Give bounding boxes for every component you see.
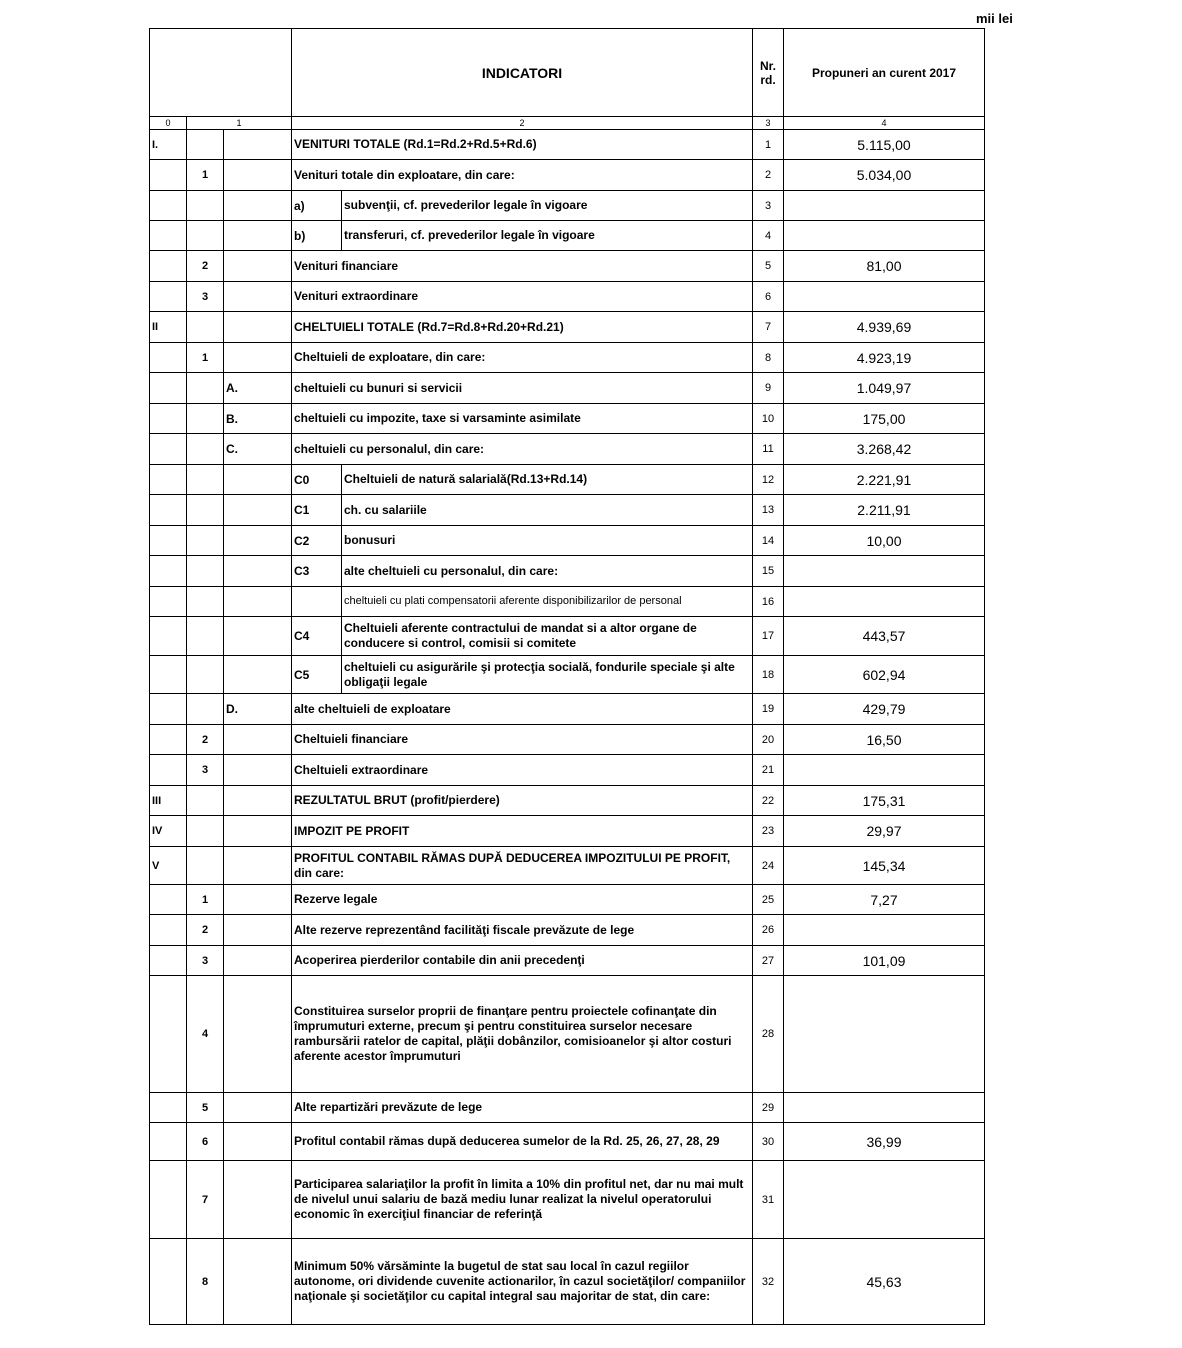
row-number-cell: 22: [753, 786, 784, 816]
indicator-text: VENITURI TOTALE (Rd.1=Rd.2+Rd.5+Rd.6): [292, 130, 753, 160]
table-row: [150, 725, 985, 755]
letter-cell: [224, 1123, 292, 1161]
row-number-cell: 18: [753, 656, 784, 694]
header-propuneri: Propuneri an curent 2017: [784, 29, 985, 117]
roman-cell: [150, 434, 187, 465]
letter-cell: [224, 786, 292, 816]
sub-index-cell: [187, 786, 224, 816]
roman-cell: I.: [150, 130, 187, 160]
value-cell: [784, 1093, 985, 1123]
value-cell: [784, 1161, 985, 1239]
table-row: [150, 556, 985, 587]
table-row: [150, 1123, 985, 1161]
roman-cell: [150, 915, 187, 946]
table-row: [150, 847, 985, 885]
letter-cell: [224, 1093, 292, 1123]
sub-index-cell: 3: [187, 946, 224, 976]
letter-cell: [224, 130, 292, 160]
table-row: [150, 946, 985, 976]
table-row: [150, 786, 985, 816]
table-row: [150, 373, 985, 404]
row-number-cell: 8: [753, 343, 784, 373]
letter-cell: B.: [224, 404, 292, 434]
roman-cell: [150, 617, 187, 656]
header-blank-cell: [150, 29, 292, 117]
code-cell: C2: [292, 526, 342, 556]
table-row: [150, 221, 985, 251]
header-row: [150, 29, 985, 117]
index-cell: 2: [292, 117, 753, 130]
code-cell: C1: [292, 495, 342, 526]
sub-index-cell: [187, 694, 224, 725]
value-cell: 145,34: [784, 847, 985, 885]
value-cell: [784, 556, 985, 587]
sub-index-cell: 2: [187, 915, 224, 946]
indicator-text: alte cheltuieli de exploatare: [292, 694, 753, 725]
value-cell: [784, 282, 985, 312]
table-row: [150, 404, 985, 434]
letter-cell: C.: [224, 434, 292, 465]
indicator-text: bonusuri: [342, 526, 753, 556]
sub-index-cell: [187, 312, 224, 343]
value-cell: 7,27: [784, 885, 985, 915]
code-cell: a): [292, 191, 342, 221]
row-number-cell: 2: [753, 160, 784, 191]
row-number-cell: 5: [753, 251, 784, 282]
value-cell: [784, 191, 985, 221]
sub-index-cell: 8: [187, 1239, 224, 1325]
row-number-cell: 19: [753, 694, 784, 725]
code-cell: C0: [292, 465, 342, 495]
indicator-text: Cheltuieli de exploatare, din care:: [292, 343, 753, 373]
value-cell: 5.034,00: [784, 160, 985, 191]
letter-cell: [224, 1161, 292, 1239]
roman-cell: [150, 373, 187, 404]
table-row: [150, 282, 985, 312]
table-row: [150, 160, 985, 191]
code-cell: C4: [292, 617, 342, 656]
row-number-cell: 27: [753, 946, 784, 976]
table-row: [150, 1239, 985, 1325]
roman-cell: [150, 1239, 187, 1325]
value-cell: 45,63: [784, 1239, 985, 1325]
row-number-cell: 11: [753, 434, 784, 465]
table-row: [150, 587, 985, 617]
letter-cell: [224, 1239, 292, 1325]
code-cell: C3: [292, 556, 342, 587]
value-cell: 81,00: [784, 251, 985, 282]
sub-index-cell: [187, 847, 224, 885]
indicator-text: cheltuieli cu impozite, taxe si varsaminte asimilate: [292, 404, 753, 434]
sub-index-cell: [187, 617, 224, 656]
table-body: [150, 130, 985, 1325]
index-cell: 3: [753, 117, 784, 130]
roman-cell: [150, 221, 187, 251]
row-number-cell: 21: [753, 755, 784, 786]
indicator-text: Constituirea surselor proprii de finanţare pentru proiectele cofinanţate din împrumuturi externe, precum şi pentru constituirea surselor necesare rambursării ratelor de capital, plăţii dobânzilor, comisioanelor şi altor costuri aferente acestor împrumuturi: [292, 976, 753, 1093]
indicator-text: Venituri totale din exploatare, din care:: [292, 160, 753, 191]
table-row: [150, 617, 985, 656]
value-cell: 4.939,69: [784, 312, 985, 343]
roman-cell: [150, 251, 187, 282]
row-number-cell: 7: [753, 312, 784, 343]
roman-cell: [150, 404, 187, 434]
value-cell: 36,99: [784, 1123, 985, 1161]
roman-cell: II: [150, 312, 187, 343]
table-row: [150, 130, 985, 160]
row-number-cell: 23: [753, 816, 784, 847]
roman-cell: [150, 694, 187, 725]
sub-index-cell: 2: [187, 725, 224, 755]
letter-cell: [224, 755, 292, 786]
row-number-cell: 25: [753, 885, 784, 915]
code-cell: C5: [292, 656, 342, 694]
letter-cell: [224, 556, 292, 587]
value-cell: [784, 976, 985, 1093]
letter-cell: [224, 946, 292, 976]
row-number-cell: 28: [753, 976, 784, 1093]
budget-table: [149, 28, 985, 1325]
roman-cell: [150, 656, 187, 694]
letter-cell: [224, 160, 292, 191]
row-number-cell: 16: [753, 587, 784, 617]
value-cell: 175,00: [784, 404, 985, 434]
roman-cell: [150, 495, 187, 526]
value-cell: 443,57: [784, 617, 985, 656]
row-number-cell: 24: [753, 847, 784, 885]
indicator-text: Profitul contabil rămas după deducerea sumelor de la Rd. 25, 26, 27, 28, 29: [292, 1123, 753, 1161]
row-number-cell: 20: [753, 725, 784, 755]
sub-index-cell: 4: [187, 976, 224, 1093]
indicator-text: Alte rezerve reprezentând facilităţi fiscale prevăzute de lege: [292, 915, 753, 946]
table-row: [150, 191, 985, 221]
indicator-text: Participarea salariaţilor la profit în limita a 10% din profitul net, dar nu mai mult de nivelul unui salariu de bază mediu lunar realizat la nivelul operatorului economic în exerciţiul financiar de referinţă: [292, 1161, 753, 1239]
table-row: [150, 885, 985, 915]
indicator-text: IMPOZIT PE PROFIT: [292, 816, 753, 847]
roman-cell: [150, 160, 187, 191]
letter-cell: [224, 656, 292, 694]
value-cell: 2.211,91: [784, 495, 985, 526]
header-indicatori: INDICATORI: [292, 29, 753, 117]
roman-cell: [150, 587, 187, 617]
letter-cell: [224, 526, 292, 556]
indicator-text: Cheltuieli extraordinare: [292, 755, 753, 786]
roman-cell: [150, 191, 187, 221]
letter-cell: [224, 915, 292, 946]
code-cell: [292, 587, 342, 617]
roman-cell: [150, 885, 187, 915]
indicator-text: REZULTATUL BRUT (profit/pierdere): [292, 786, 753, 816]
table-row: [150, 755, 985, 786]
letter-cell: [224, 847, 292, 885]
letter-cell: [224, 617, 292, 656]
letter-cell: [224, 725, 292, 755]
indicator-text: subvenţii, cf. prevederilor legale în vigoare: [342, 191, 753, 221]
indicator-text: cheltuieli cu bunuri si servicii: [292, 373, 753, 404]
letter-cell: [224, 312, 292, 343]
indicator-text: Cheltuieli de natură salarială(Rd.13+Rd.14): [342, 465, 753, 495]
table-row: [150, 465, 985, 495]
letter-cell: [224, 343, 292, 373]
row-number-cell: 29: [753, 1093, 784, 1123]
indicator-text: ch. cu salariile: [342, 495, 753, 526]
indicator-text: Cheltuieli aferente contractului de mandat si a altor organe de conducere si control, comisii si comitete: [342, 617, 753, 656]
row-number-cell: 3: [753, 191, 784, 221]
row-number-cell: 14: [753, 526, 784, 556]
sub-index-cell: [187, 465, 224, 495]
sub-index-cell: [187, 587, 224, 617]
indicator-text: cheltuieli cu plati compensatorii aferente disponibilizarilor de personal: [342, 587, 753, 617]
letter-cell: [224, 465, 292, 495]
roman-cell: [150, 755, 187, 786]
roman-cell: [150, 1093, 187, 1123]
letter-cell: [224, 282, 292, 312]
indicator-text: transferuri, cf. prevederilor legale în vigoare: [342, 221, 753, 251]
value-cell: 2.221,91: [784, 465, 985, 495]
roman-cell: [150, 282, 187, 312]
index-cell: 1: [187, 117, 292, 130]
value-cell: [784, 755, 985, 786]
value-cell: 3.268,42: [784, 434, 985, 465]
table-row: [150, 816, 985, 847]
indicator-text: alte cheltuieli cu personalul, din care:: [342, 556, 753, 587]
roman-cell: [150, 976, 187, 1093]
sub-index-cell: [187, 526, 224, 556]
row-number-cell: 6: [753, 282, 784, 312]
row-number-cell: 15: [753, 556, 784, 587]
table-row: [150, 656, 985, 694]
sub-index-cell: [187, 556, 224, 587]
indicator-text: cheltuieli cu personalul, din care:: [292, 434, 753, 465]
letter-cell: [224, 587, 292, 617]
indicator-text: Minimum 50% vărsăminte la bugetul de stat sau local în cazul regiilor autonome, ori dividende cuvenite actionarilor, în cazul societăţilor/ companiilor naţionale şi societăţilor cu capital integral sau majoritar de stat, din care:: [292, 1239, 753, 1325]
roman-cell: [150, 556, 187, 587]
row-number-cell: 17: [753, 617, 784, 656]
letter-cell: A.: [224, 373, 292, 404]
value-cell: [784, 587, 985, 617]
table-row: [150, 976, 985, 1093]
value-cell: 5.115,00: [784, 130, 985, 160]
indicator-text: Cheltuieli financiare: [292, 725, 753, 755]
row-number-cell: 31: [753, 1161, 784, 1239]
table-row: [150, 915, 985, 946]
roman-cell: IV: [150, 816, 187, 847]
table-row: [150, 251, 985, 282]
table-row: [150, 343, 985, 373]
sub-index-cell: [187, 495, 224, 526]
row-number-cell: 12: [753, 465, 784, 495]
indicator-text: Rezerve legale: [292, 885, 753, 915]
roman-cell: III: [150, 786, 187, 816]
sub-index-cell: 5: [187, 1093, 224, 1123]
roman-cell: [150, 1161, 187, 1239]
sub-index-cell: 6: [187, 1123, 224, 1161]
value-cell: 4.923,19: [784, 343, 985, 373]
indicator-text: PROFITUL CONTABIL RĂMAS DUPĂ DEDUCEREA IMPOZITULUI PE PROFIT, din care:: [292, 847, 753, 885]
indicator-text: cheltuieli cu asigurările şi protecţia socială, fondurile speciale şi alte obligaţii legale: [342, 656, 753, 694]
letter-cell: [224, 885, 292, 915]
letter-cell: [224, 976, 292, 1093]
indicator-text: Acoperirea pierderilor contabile din anii precedenţi: [292, 946, 753, 976]
table-row: [150, 434, 985, 465]
index-cell: 4: [784, 117, 985, 130]
letter-cell: D.: [224, 694, 292, 725]
row-number-cell: 10: [753, 404, 784, 434]
sub-index-cell: 3: [187, 755, 224, 786]
value-cell: 175,31: [784, 786, 985, 816]
sub-index-cell: 3: [187, 282, 224, 312]
indicator-text: Venituri extraordinare: [292, 282, 753, 312]
roman-cell: [150, 1123, 187, 1161]
sub-index-cell: 1: [187, 885, 224, 915]
row-number-cell: 9: [753, 373, 784, 404]
row-number-cell: 26: [753, 915, 784, 946]
letter-cell: [224, 191, 292, 221]
sub-index-cell: [187, 221, 224, 251]
header-nr-rd: Nr. rd.: [753, 29, 784, 117]
value-cell: [784, 915, 985, 946]
roman-cell: [150, 343, 187, 373]
roman-cell: [150, 526, 187, 556]
letter-cell: [224, 816, 292, 847]
row-number-cell: 1: [753, 130, 784, 160]
sub-index-cell: 7: [187, 1161, 224, 1239]
row-number-cell: 30: [753, 1123, 784, 1161]
sub-index-cell: 2: [187, 251, 224, 282]
value-cell: 10,00: [784, 526, 985, 556]
sub-index-cell: [187, 434, 224, 465]
table-row: [150, 526, 985, 556]
code-cell: b): [292, 221, 342, 251]
sub-index-cell: 1: [187, 343, 224, 373]
unit-label: mii lei: [976, 11, 1013, 26]
indicator-text: CHELTUIELI TOTALE (Rd.7=Rd.8+Rd.20+Rd.21): [292, 312, 753, 343]
sub-index-cell: [187, 191, 224, 221]
sub-index-cell: [187, 130, 224, 160]
sub-index-cell: 1: [187, 160, 224, 191]
sub-index-cell: [187, 404, 224, 434]
sub-index-cell: [187, 373, 224, 404]
value-cell: [784, 221, 985, 251]
table-row: [150, 1161, 985, 1239]
letter-cell: [224, 251, 292, 282]
roman-cell: [150, 725, 187, 755]
value-cell: 101,09: [784, 946, 985, 976]
index-row: [150, 117, 985, 130]
roman-cell: V: [150, 847, 187, 885]
table-row: [150, 694, 985, 725]
row-number-cell: 13: [753, 495, 784, 526]
indicator-text: Venituri financiare: [292, 251, 753, 282]
row-number-cell: 4: [753, 221, 784, 251]
table-row: [150, 1093, 985, 1123]
value-cell: 602,94: [784, 656, 985, 694]
roman-cell: [150, 465, 187, 495]
value-cell: 29,97: [784, 816, 985, 847]
table-row: [150, 495, 985, 526]
roman-cell: [150, 946, 187, 976]
index-cell: 0: [150, 117, 187, 130]
table-row: [150, 312, 985, 343]
sub-index-cell: [187, 816, 224, 847]
value-cell: 429,79: [784, 694, 985, 725]
row-number-cell: 32: [753, 1239, 784, 1325]
value-cell: 1.049,97: [784, 373, 985, 404]
letter-cell: [224, 221, 292, 251]
sub-index-cell: [187, 656, 224, 694]
indicator-text: Alte repartizări prevăzute de lege: [292, 1093, 753, 1123]
letter-cell: [224, 495, 292, 526]
value-cell: 16,50: [784, 725, 985, 755]
